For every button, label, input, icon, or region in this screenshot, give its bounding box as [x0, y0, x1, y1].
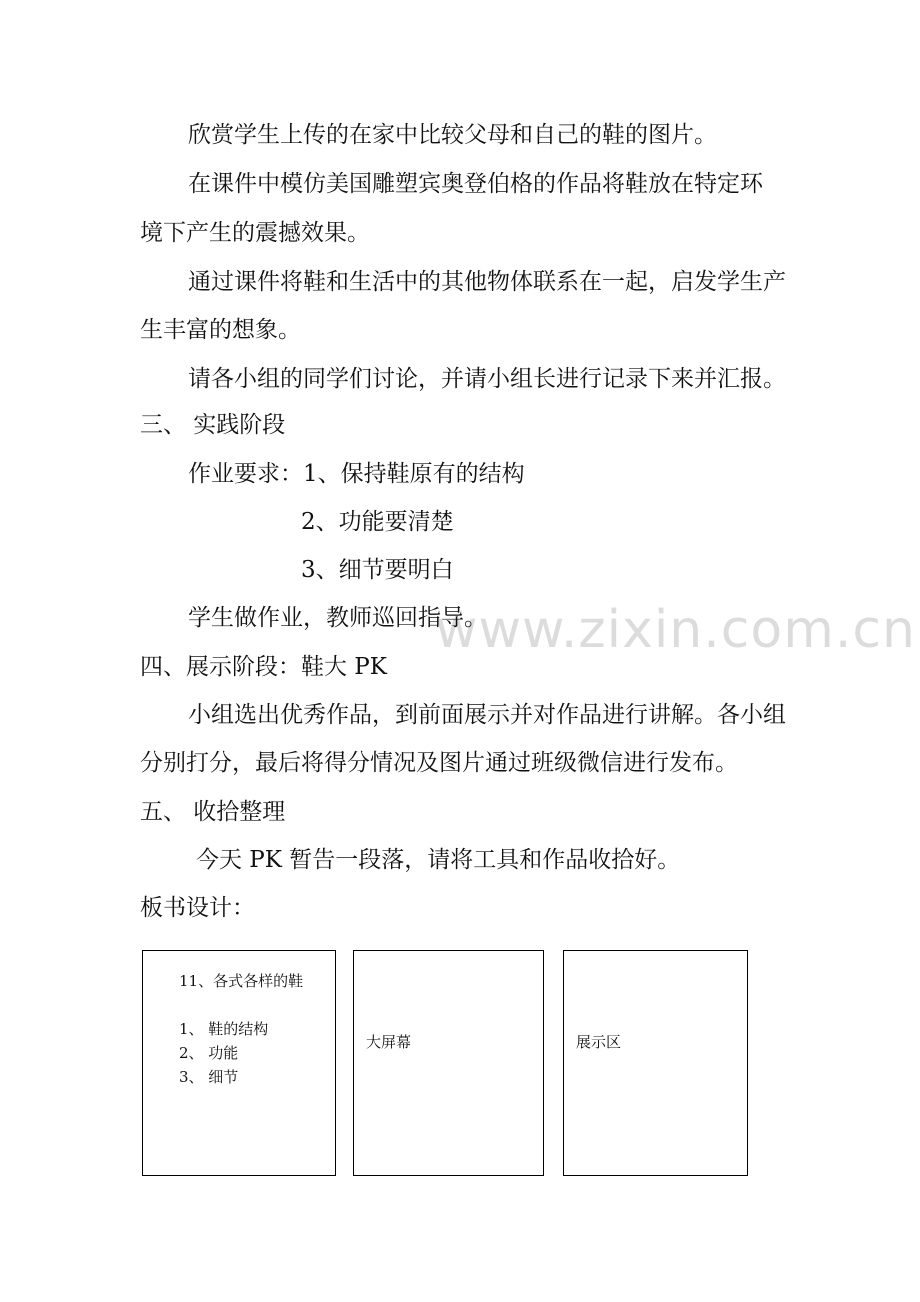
paragraph-showcase-line1: 小组选出优秀作品，到前面展示并对作品进行讲解。各小组	[188, 702, 786, 728]
homework-requirement-2: 2、功能要清楚	[301, 509, 454, 535]
paragraph-courseware-line2: 境下产生的震撼效果。	[140, 220, 370, 246]
paragraph-appreciate: 欣赏学生上传的在家中比较父母和自己的鞋的图片。	[188, 122, 717, 148]
board-box-topic	[142, 950, 336, 1176]
heading-practice: 三、 实践阶段	[140, 412, 286, 438]
board-topic-title: 11、各式各样的鞋	[179, 972, 304, 990]
homework-requirement-1: 作业要求：1、保持鞋原有的结构	[188, 461, 525, 487]
paragraph-connect-line1: 通过课件将鞋和生活中的其他物体联系在一起，启发学生产	[188, 269, 786, 295]
heading-showcase: 四、展示阶段：鞋大 PK	[140, 654, 387, 680]
board-display-area-label: 展示区	[576, 1033, 622, 1051]
board-topic-item-3: 3、 细节	[179, 1068, 239, 1086]
board-design-title: 板书设计：	[140, 895, 255, 921]
board-topic-item-1: 1、 鞋的结构	[179, 1020, 269, 1038]
board-box-big-screen	[353, 950, 544, 1176]
board-box-display-area	[563, 950, 748, 1176]
paragraph-cleanup: 今天 PK 暂告一段落，请将工具和作品收拾好。	[196, 847, 681, 873]
heading-cleanup: 五、 收拾整理	[140, 799, 286, 825]
paragraph-showcase-line2: 分别打分，最后将得分情况及图片通过班级微信进行发布。	[140, 750, 738, 776]
homework-requirement-3: 3、细节要明白	[301, 557, 454, 583]
board-topic-item-2: 2、 功能	[179, 1044, 239, 1062]
paragraph-connect-line2: 生丰富的想象。	[140, 317, 301, 343]
board-big-screen-label: 大屏幕	[366, 1033, 412, 1051]
paragraph-homework: 学生做作业，教师巡回指导。	[188, 605, 487, 631]
watermark-text: www.zixin.com.cn	[435, 600, 916, 660]
paragraph-discuss: 请各小组的同学们讨论，并请小组长进行记录下来并汇报。	[188, 366, 786, 392]
paragraph-courseware-line1: 在课件中模仿美国雕塑宾奥登伯格的作品将鞋放在特定环	[188, 171, 763, 197]
